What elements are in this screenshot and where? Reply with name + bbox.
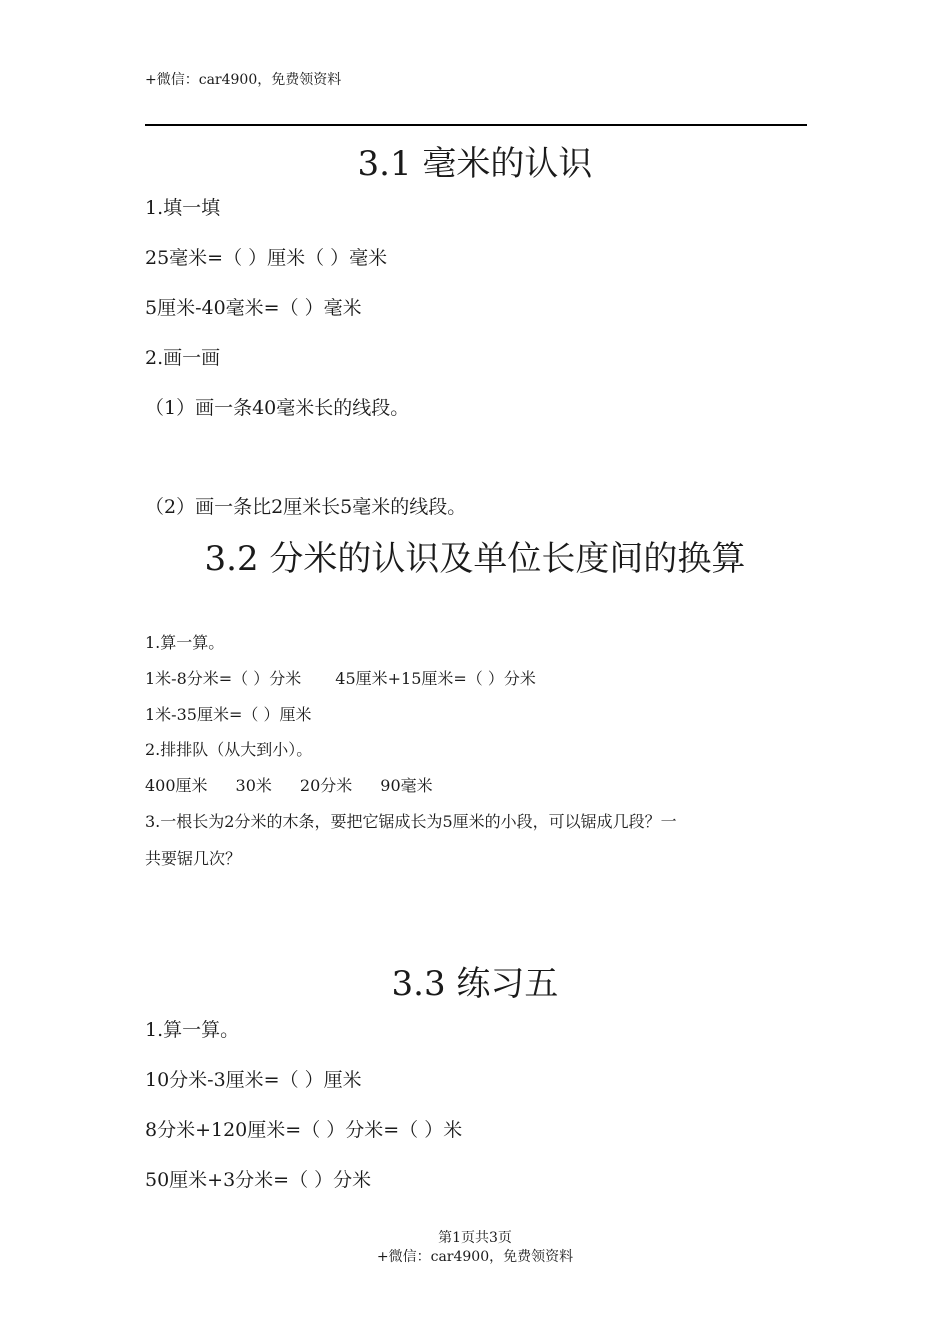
question-calc: 1.算一算。 <box>145 633 225 652</box>
exercise-item: 1米-8分米=（ ）分米 <box>145 669 302 688</box>
order-item: 20分米 <box>299 776 353 795</box>
exercise-line: 1米-35厘米=（ ）厘米 <box>145 705 312 724</box>
section-title-3-1: 3.1 毫米的认识 <box>357 144 593 184</box>
section-title-3-2: 3.2 分米的认识及单位长度间的换算 <box>204 539 746 579</box>
exercise-line: 25毫米=（ ）厘米（ ）毫米 <box>145 247 388 269</box>
header-rule <box>145 124 807 126</box>
exercise-line <box>145 666 536 689</box>
exercise-line: （2）画一条比2厘米长5毫米的线段。 <box>145 496 467 518</box>
exercise-line: （1）画一条40毫米长的线段。 <box>145 397 410 419</box>
footer-watermark: +微信：car4900，免费领资料 <box>376 1249 574 1265</box>
word-problem: 3.一根长为2分米的木条，要把它锯成长为5厘米的小段，可以锯成几段？一 <box>145 812 677 831</box>
order-item: 90毫米 <box>380 776 433 795</box>
question-fill: 1.填一填 <box>145 197 221 219</box>
page-number: 第1页共3页 <box>438 1230 512 1246</box>
order-items <box>145 773 433 796</box>
exercise-line: 10分米-3厘米=（ ）厘米 <box>145 1069 362 1091</box>
question-calc: 1.算一算。 <box>145 1019 240 1041</box>
order-item: 30米 <box>235 776 272 795</box>
section-title-3-3: 3.3 练习五 <box>391 964 559 1004</box>
exercise-line: 8分米+120厘米=（ ）分米=（ ）米 <box>145 1119 463 1141</box>
question-order: 2.排排队（从大到小）。 <box>145 740 313 759</box>
header-watermark: +微信：car4900，免费领资料 <box>145 72 342 88</box>
exercise-line: 50厘米+3分米=（ ）分米 <box>145 1169 372 1191</box>
order-item: 400厘米 <box>145 776 208 795</box>
exercise-line: 5厘米-40毫米=（ ）毫米 <box>145 297 362 319</box>
exercise-item: 45厘米+15厘米=（ ）分米 <box>335 669 536 688</box>
question-draw: 2.画一画 <box>145 347 221 369</box>
word-problem-cont: 共要锯几次？ <box>145 849 242 868</box>
